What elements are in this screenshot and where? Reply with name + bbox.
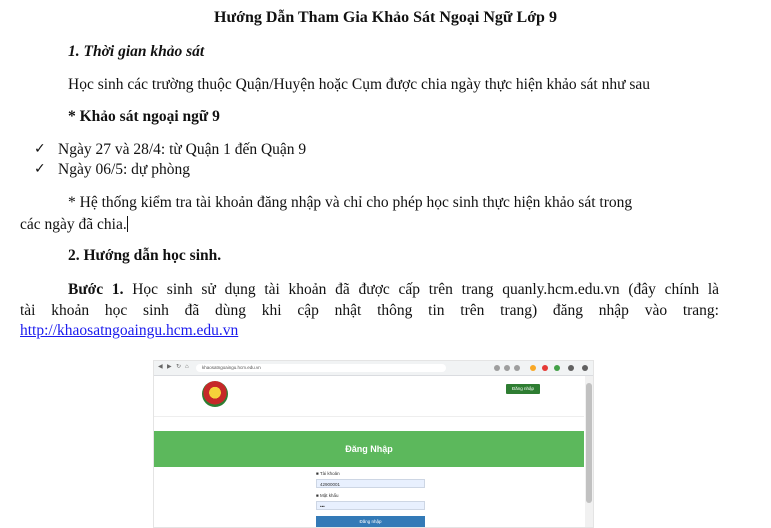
- extension-icon: [504, 365, 510, 371]
- lock-icon: ■: [316, 493, 320, 498]
- extension-icon: [514, 365, 520, 371]
- header-login-button: Đăng nhập: [506, 384, 540, 394]
- note-line-text: các ngày đã chia.: [20, 216, 127, 233]
- survey-link[interactable]: http://khaosatngoaingu.hcm.edu.vn: [20, 322, 239, 339]
- password-label: ■ Mật khẩu: [316, 493, 339, 498]
- school-logo-icon: [202, 381, 228, 407]
- checkmark-icon: ✓: [34, 161, 46, 177]
- checkmark-icon: ✓: [34, 141, 46, 157]
- subsection-heading: * Khảo sát ngoại ngữ 9: [68, 108, 220, 125]
- scrollbar-thumb: [586, 383, 592, 503]
- password-field: •••: [316, 501, 425, 510]
- step1-label: Bước 1.: [68, 281, 124, 298]
- login-banner: Đăng Nhập: [154, 431, 584, 467]
- home-icon: ⌂: [185, 364, 189, 370]
- reload-icon: ↻: [176, 364, 182, 370]
- user-icon: ■: [316, 471, 320, 476]
- step1-line2: tài khoản học sinh đã dùng khi cập nhật thông tin trên trang) đăng nhập vào trang:: [20, 302, 719, 319]
- menu-icon: [582, 365, 588, 371]
- extension-icon: [554, 365, 560, 371]
- login-page-screenshot: [153, 360, 594, 528]
- step1-text: Học sinh sử dụng tài khoản đã được cấp trên trang quanly.hcm.edu.vn (đây chính là: [132, 281, 720, 298]
- note-line: * Hệ thống kiểm tra tài khoản đăng nhập và chỉ cho phép học sinh thực hiện khảo sát trong: [68, 194, 633, 211]
- section2-heading: 2. Hướng dẫn học sinh.: [68, 247, 222, 264]
- username-field: 42900001: [316, 479, 425, 488]
- arrow-left-icon: ◀: [158, 364, 163, 370]
- document-title: Hướng Dẫn Tham Gia Khảo Sát Ngoại Ngữ Lớp 9: [214, 9, 557, 26]
- site-header: [154, 376, 584, 417]
- extension-icon: [494, 365, 500, 371]
- checklist-item: Ngày 27 và 28/4: từ Quận 1 đến Quận 9: [58, 141, 307, 158]
- extension-icon: [530, 365, 536, 371]
- section1-heading: 1. Thời gian khảo sát: [68, 43, 205, 60]
- note-line-end: [20, 215, 128, 235]
- arrow-right-icon: ▶: [167, 364, 172, 370]
- checklist-item: Ngày 06/5: dự phòng: [58, 161, 190, 178]
- address-bar: khaosatngoaingu.hcm.edu.vn: [196, 364, 446, 372]
- login-submit-button: Đăng nhập: [316, 516, 425, 527]
- extension-icon: [542, 365, 548, 371]
- section1-text: Học sinh các trường thuộc Quận/Huyện hoặc Cụm được chia ngày thực hiện khảo sát như sau: [68, 76, 651, 93]
- browser-toolbar: [154, 361, 593, 376]
- text-cursor: [127, 216, 128, 232]
- username-label: ■ Tài khoản: [316, 471, 340, 476]
- step1-line: [68, 280, 719, 300]
- extension-icon: [568, 365, 574, 371]
